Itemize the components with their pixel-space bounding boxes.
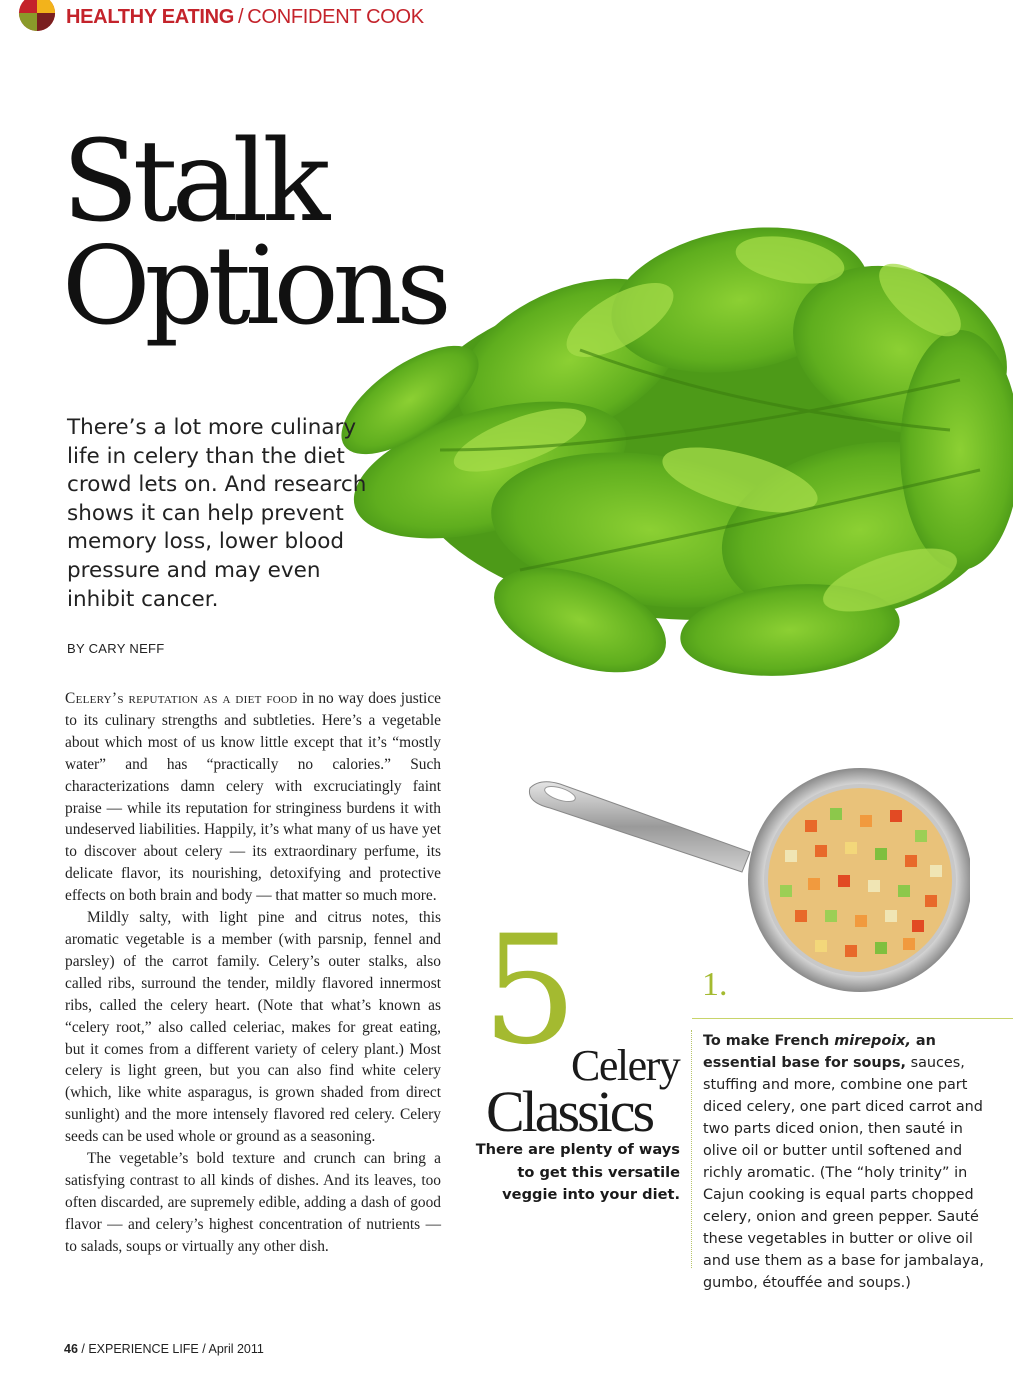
section-separator: /	[238, 5, 244, 28]
sidebar-vertical-rule	[691, 1030, 692, 1268]
sidebar-item-number: 1.	[702, 966, 728, 1003]
paragraph-text: in no way does justice to its culinary strengths and subtleties. Here’s a vegetable about which most of us know little except that it’s “mostly water” and has “practically no calories.” Such characterizations damn celery with excruciatingly faint praise — while its reputation for stringiness burdens it with undeserved liabilities. Happily, it’s what many of us have yet to discover about celery — its extraordinary perfume, its delicate flavor, its nourishing, detoxifying and protective effects on both brain and body — that matter so much more.	[65, 690, 441, 905]
subsection-label: CONFIDENT COOK	[247, 5, 424, 28]
item-lead-bold: To make French	[703, 1033, 835, 1049]
article-dek: There’s a lot more culinary life in celery than the diet crowd lets on. And research shows it can help prevent memory loss, lower blood pressure and may even inhibit cancer.	[67, 415, 367, 612]
section-logo-icon	[18, 0, 56, 32]
title-line-1: Stalk	[62, 117, 325, 247]
sidebar-item-text	[703, 1030, 995, 1294]
article-body	[65, 688, 441, 1258]
page-folio	[64, 1342, 264, 1356]
paragraph-lead-in: Celery’s reputation as a diet food	[65, 690, 298, 707]
item-lead-bold-2: an essential base for soups,	[703, 1033, 936, 1071]
saucepan-mirepoix-image	[520, 760, 970, 1005]
page-number: 46	[64, 1342, 78, 1356]
item-body: sauces, stuffing and more, combine one part diced celery, one part diced carrot and two parts diced onion, then sauté in olive oil or butter until softened and richly aromatic. (The “holy trinity” in Cajun cooking is equal parts chopped celery, onion and green pepper. Sauté these vegetables in butter or olive oil and use them as a base for jambalaya, gumbo, étouffée and soups.)	[703, 1055, 984, 1291]
body-paragraph	[65, 688, 441, 907]
item-lead-italic: mirepoix,	[834, 1033, 911, 1049]
sidebar-title-word-2: Classics	[486, 1079, 653, 1144]
sidebar-title-word-1: Celery	[571, 1041, 680, 1090]
section-label: HEALTHY EATING	[66, 5, 235, 28]
sidebar-horizontal-rule	[692, 1018, 1013, 1019]
folio-text: / EXPERIENCE LIFE / April 2011	[77, 1342, 264, 1356]
byline: BY CARY NEFF	[67, 641, 165, 656]
body-paragraph: The vegetable’s bold texture and crunch can bring a satisfying contrast to all kinds of dishes. And its leaves, too often discarded, are supremely edible, adding a dash of good flavor — and celery’s highest concentration of nutrients — to salads, soups or virtually any other dish.	[65, 1150, 441, 1255]
page-header	[18, 0, 424, 34]
title-line-2: Options	[62, 223, 446, 349]
celery-leaves-image	[320, 150, 1013, 730]
sidebar-tagline: There are plenty of ways to get this versatile veggie into your diet.	[475, 1141, 680, 1203]
body-paragraph: Mildly salty, with light pine and citrus notes, this aromatic vegetable is a member (with parsnip, fennel and parsley) of the carrot family. Celery’s outer stalks, also called ribs, surround the tender, mildly flavored innermost ribs, called the celery heart. (Note that what’s known as “celery root,” also called celeriac, makes for great eating, but it comes from a different variety of celery plant.) Most celery is light green, but you can also find white celery (which, like white asparagus, is grown shaded from direct sunlight) and the more intensely flavored red celery. Celery seeds can be used whole or ground as a seasoning.	[65, 909, 441, 1146]
sidebar-number: 5	[482, 904, 578, 1078]
